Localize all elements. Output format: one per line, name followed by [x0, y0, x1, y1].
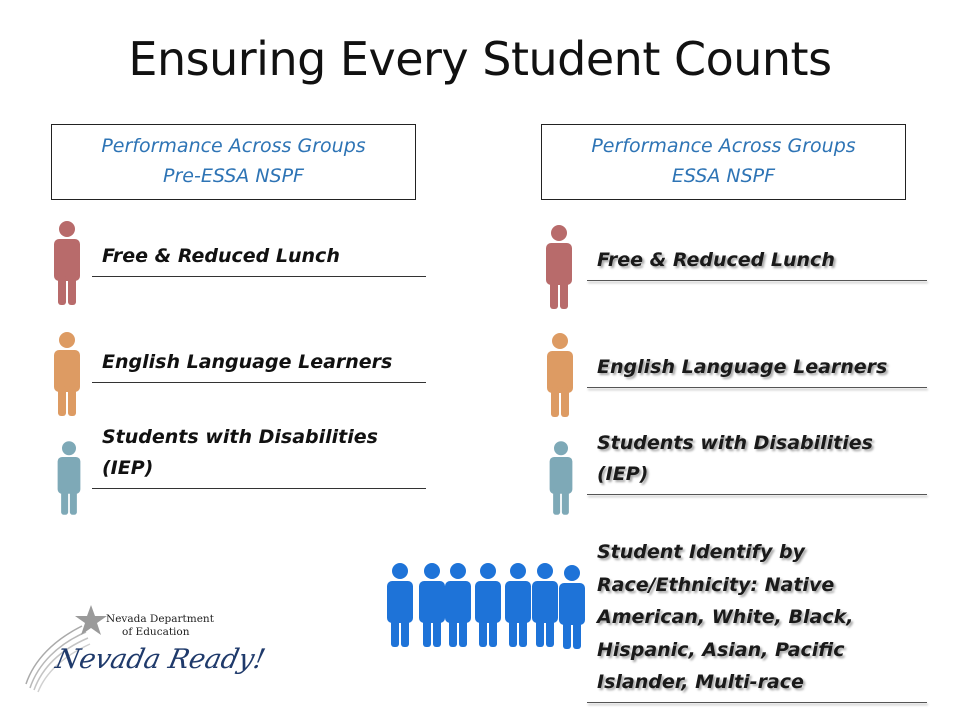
race-line-5: Islander, Multi-race — [597, 671, 804, 693]
person-icon-disabilities-right — [547, 436, 575, 520]
logo-script-text: Nevada Ready! — [52, 644, 269, 675]
left-label-english-learners: English Language Learners — [102, 351, 393, 373]
left-panel-header — [51, 124, 416, 200]
right-rule-4 — [587, 702, 927, 703]
right-rule-3 — [587, 494, 927, 495]
right-label-disabilities-line1: Students with Disabilities — [597, 432, 873, 454]
left-label-disabilities-line2: (IEP) — [102, 457, 154, 479]
race-line-4: Hispanic, Asian, Pacific — [597, 638, 845, 661]
left-rule-3 — [92, 488, 426, 489]
race-line-3: American, White, Black, — [597, 606, 854, 628]
right-label-disabilities-line2: (IEP) — [597, 463, 649, 485]
right-label-disabilities — [597, 428, 873, 490]
left-rule-2 — [92, 382, 426, 383]
logo-line1: Nevada Department — [106, 613, 214, 625]
race-line-1: Student Identify by — [597, 541, 805, 563]
person-icon-disabilities — [55, 436, 83, 520]
people-group-icon — [384, 560, 594, 652]
logo-line2: of Education — [122, 626, 190, 638]
right-rule-1 — [587, 280, 927, 281]
left-label-disabilities-line1: Students with Disabilities — [102, 426, 378, 448]
right-rule-2 — [587, 387, 927, 388]
nevada-logo — [24, 604, 269, 704]
left-label-disabilities — [102, 422, 378, 484]
left-header-line2: Pre-ESSA NSPF — [163, 165, 304, 187]
person-icon-english-learners-right — [544, 332, 576, 418]
right-label-english-learners: English Language Learners — [597, 356, 888, 378]
right-label-race-ethnicity — [597, 536, 853, 699]
right-label-free-reduced-lunch: Free & Reduced Lunch — [597, 249, 835, 271]
left-label-free-reduced-lunch: Free & Reduced Lunch — [102, 245, 340, 267]
slide-title: Ensuring Every Student Counts — [128, 32, 832, 86]
left-rule-1 — [92, 276, 426, 277]
star-icon — [74, 604, 108, 638]
left-header-line1: Performance Across Groups — [101, 135, 366, 157]
right-header-line2: ESSA NSPF — [671, 165, 776, 187]
person-icon-free-reduced-lunch — [51, 220, 83, 306]
person-icon-english-learners — [51, 331, 83, 417]
right-header-line1: Performance Across Groups — [591, 135, 856, 157]
race-line-2: Race/Ethnicity: Native — [597, 573, 835, 596]
person-icon-free-reduced-lunch-right — [543, 224, 575, 310]
right-panel-header — [541, 124, 906, 200]
